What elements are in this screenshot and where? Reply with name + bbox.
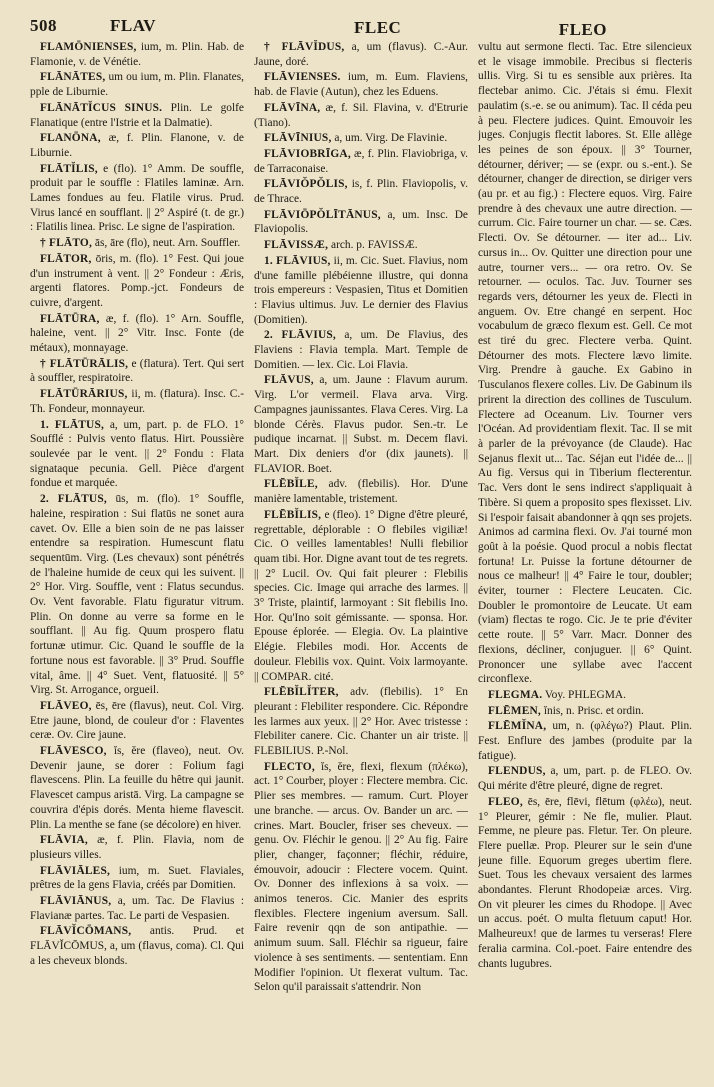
dictionary-entry [478, 764, 692, 793]
dictionary-entry [30, 387, 244, 416]
entry-headword: FLĀVEO, [40, 699, 92, 712]
entry-headword: 1. FLĀTUS, [40, 418, 105, 431]
entry-definition: ōris, m. (flo). 1° Fest. Qui joue d'un instrument à vent. || 2° Fondeur : Æris, argenti flatores. Pomp.-jct. Fondeurs de cuivre, d'argent. [30, 252, 244, 309]
dictionary-entry [254, 238, 468, 253]
dictionary-entry [254, 254, 468, 328]
entry-headword: FLĀVIŌPŎLĪTĀNUS, [264, 208, 381, 221]
entry-headword: FLĒMEN, [488, 704, 541, 717]
entry-definition: a, um. Tac. De Flavius : Flavianæ partes. Tac. Le parti de Vespasien. [30, 895, 244, 922]
entry-headword: FLĀVIĀNUS, [40, 895, 112, 908]
dictionary-entry [30, 357, 244, 386]
dictionary-entry [30, 924, 244, 968]
entry-headword: FLĀNĀTĬCUS SINUS. [40, 101, 163, 114]
dictionary-entry [30, 833, 244, 862]
entry-definition: antis. Prud. et FLĀVĬCŌMUS, a, um (flavus, coma). Cl. Qui a les cheveux blonds. [30, 925, 244, 967]
entry-definition: ās, āre (flo), neut. Arn. Souffler. [94, 237, 241, 250]
entry-headword: FLĀVESCO, [40, 745, 107, 758]
dictionary-entry [478, 688, 692, 703]
column-right [478, 40, 692, 1080]
entry-definition: ēs, ēre, flēvi, flētum (φλέω), neut. 1° Pleurer, gémir : Ne fle, mulier. Plaut. Femme, ne pleure pas. Fletur. Ter. On pleure. Flere puellæ. Prop. Pleurer sur le sein d'une jeune fille. Equorum greges ubertim flere. Suet. Tous les chevaux versaient des larmes abondantes. Flerunt Rhodopeiæ arces. Virg. On vit pleurer les cimes du Rhodope. || Avec un accus. poét. O multa fletuum caput! Hor. Malheureux! que de larmes tu verseras! Flere feralia carmina. Col.-poet. Faire entendre des chants lugubres. [478, 795, 692, 970]
entry-headword: FLĀTĬLIS, [40, 162, 98, 175]
entry-definition: ii, m. Cic. Suet. Flavius, nom d'une famille plébéienne illustre, qui donna trois empereurs : Vespasien, Titus et Domitien : Flavius ultimus. Juv. Le dernier des Flavius (Domitien). [254, 254, 468, 326]
entry-definition: a, um. Insc. De Flaviopolis. [254, 208, 468, 236]
entry-headword: FLENDUS, [488, 765, 546, 778]
column-middle [254, 40, 468, 1080]
entry-headword: FLEGMA. [488, 688, 543, 701]
entry-definition: æ, f. Sil. Flavina, v. d'Etrurie (Tiano). [254, 101, 468, 129]
dictionary-entry [254, 147, 468, 176]
dictionary-entry [254, 177, 468, 206]
entry-definition: e (flatura). Tert. Qui sert à souffler, respiratoire. [30, 357, 244, 385]
dictionary-entry [478, 704, 692, 719]
entry-headword: 2. FLĀVIUS, [264, 329, 336, 342]
dictionary-entry [30, 699, 244, 743]
entry-definition: ūs, m. (flo). 1° Souffle, haleine, respiration : Sui flatūs ne sonet aura cavet. Ov. Elle a bien soin de ne pas laisser entendre sa respiration. Humescunt flatu sequentūm. Virg. (Les chevaux) sont pénétrés de l'haleine humide de ceux qui les suivent. || 2° Hor. Virg. Souffle, vent : Flatus secundus. Ov. Vent favorable. Flatu figuratur vitrum. Plin. On donne au verre sa forme en le soufflant. || Au fig. Quum prospero flatu fortunæ utimur. Cic. Quand le souffle de la fortune nous est favorable. || 3° Prud. Souffle vital, âme. || 4° Suet. Vent, flatuosité. || 5° Virg. St. Arrogance, orgueil. [30, 493, 244, 697]
entry-headword: FLĀVISSÆ, [264, 239, 329, 252]
entry-headword: FLĒBĬLIS, [264, 508, 322, 521]
dictionary-entry [254, 328, 468, 372]
entry-definition: ēs, ēre (flavus), neut. Col. Virg. Etre jaune, blond, de couleur d'or : Flaventes ceræ. Ov. Cire jaune. [30, 699, 244, 742]
dictionary-entry [254, 131, 468, 146]
dictionary-entry [254, 373, 468, 476]
dictionary-entry [478, 40, 692, 687]
entry-definition: vultu aut sermone flecti. Tac. Etre silencieux et le visage immobile. Precibus si flecteris ullis. Virg. Si tu es sensible aux prières. Ita flectebar animo. Cic. J'étais si ému. Flexit paulatim (s.-e. se ou animum). Tac. Il céda peu à peu. Flectere judices. Quint. Emouvoir les juges. Conjugis flectit labores. St. Elle allège les peines de son époux. || 3° Tourner, détourner, dériver; — se (expr. ou s.-ent.). Se détourner, changer de direction, se diriger vers (au pr. et au fig.) : Flectere equos. Virg. Faire prendre à des chevaux une autre direction. — currum. Cic. Faire tourner un char. — se. Cæs. Flecti. Ov. Se détourner. — iter ad... Liv. cursus in... Ov. Quitter une direction pour une autre, tourner vers... — ora retro. Ov. Se retourner. — oculos. Tac. Juv. Tourner ses regards vers, détourner les yeux de. Flecti in anguem. Ov. Etre changé en serpent. Hoc vocabulum de græco flexum est. Gell. Ce mot est tiré du grec. Flectere verba. Quint. Détourner des mots. Flectere lævo limite. Virg. Prendre à gauche. Ex Gabino in Tusculanos flexere colles. Liv. De Gabinum ils prirent la direction des collines de Tusculum. Flectere ad Oceanum. Liv. Tourner vers l'Océan. Ad providentiam flexit. Tac. Il se mit à parler de la prévoyance (de Claude). Hac Sejanus flexit ut... Tac. Séjan eut l'idée de... || Au fig. Versus qui in Tiberium flecterentur. Tac. Vers dont le sens indirect s'appliquait à Tibère. Si quem a proposito spes flexisset. Liv. Si l'espoir faisait abandonner à qqn ses projets. Animos ad carmina flexi. Ov. J'ai tourné mon goût à la poésie. Quod procul a nobis flectat fortuna! Lr. Puisse la fortune détourner de nous ce malheur! || 4° Faire le tour, doubler; éviter, tourner : Flectere Leucaten. Cic. Doubler le promontoire de Leucate. Ut eam (viam) flectas te rogo. Cic. Je te prie d'éviter cette route. || 5° Varr. Macr. Donner des flexions, décliner, conjuguer. || 6° Quint. Prononcer une syllabe avec l'accent circonflexe. [478, 41, 692, 686]
entry-headword: † FLĀTO, [40, 237, 93, 250]
entry-definition: ii, m. (flatura). Insc. C.-Th. Fondeur, monnayeur. [30, 388, 244, 415]
entry-headword: † FLĀVĬDUS, [264, 41, 345, 53]
entry-definition: æ, f. Plin. Flaviobriga, v. de Tarraconaise. [254, 147, 468, 175]
dictionary-entry [478, 795, 692, 971]
entry-definition: a, um (flavus). C.-Aur. Jaune, doré. [254, 41, 468, 68]
entry-headword: FLĀVIĀLES, [40, 864, 111, 877]
dictionary-entry [30, 492, 244, 698]
dictionary-entry [254, 508, 468, 684]
column-left [30, 40, 244, 1080]
entry-definition: ium, m. Suet. Flaviales, prêtres de la gens Flavia, créés par Domitien. [30, 864, 244, 892]
entry-definition: æ, f. (flo). 1° Arn. Souffle, haleine, vent. || 2° Vitr. Insc. Fonte (de métaux), monnayage. [30, 312, 244, 355]
entry-headword: FLĀTOR, [40, 252, 92, 265]
dictionary-entry [30, 101, 244, 130]
entry-definition: um, n. (φλέγω?) Plaut. Plin. Fest. Enflure des jambes (produite par la fatigue). [478, 720, 692, 762]
dictionary-entry [30, 418, 244, 492]
entry-headword: FLĀVIENSES. [264, 71, 341, 84]
entry-headword: FLANŌNA, [40, 132, 101, 145]
entry-headword: FLĀVIA, [40, 834, 88, 847]
dictionary-entry [30, 894, 244, 923]
entry-headword: 1. FLĀVIUS, [264, 254, 331, 267]
dictionary-entry [254, 208, 468, 237]
entry-definition: e (fleo). 1° Digne d'être pleuré, regrettable, déplorable : O flebiles vigiliæ! Cic. O veilles lamentables! Nulli flebilior quam tibi. Hor. Digne avant tout de tes regrets. || 2° Lucil. Ov. Qui fait pleurer : Flebilis species. Cic. Image qui arrache des larmes. || 3° Triste, plaintif, larmoyant : Sit flebilis Ino. Hor. Qu'Ino soit gémissante. — sponsa. Hor. Epouse éplorée. — Elegia. Ov. La plaintive Elégie. Flebiles modi. Hor. Accents de douleur. Flebilis vox. Quint. Voix larmoyante. || COMPAR. cité. [254, 508, 468, 683]
entry-headword: † FLĀTŪRĀLIS, [40, 357, 129, 370]
dictionary-entry [30, 252, 244, 311]
dictionary-entry [254, 70, 468, 99]
entry-definition: a, um, part. p. de FLO. 1° Soufflé : Pulvis vento flatus. Hirt. Poussière soulevée par le vent. || 2° Fondu : Flata signataque pecunia. Gell. Pièce d'argent fondue et marquée. [30, 418, 244, 490]
dictionary-entry [254, 40, 468, 69]
dictionary-entry [30, 864, 244, 893]
entry-headword: FLĒMĬNA, [488, 720, 547, 733]
entry-headword: FLĀVĪNIUS, [264, 132, 332, 145]
entry-definition: Voy. PHLEGMA. [544, 688, 626, 701]
dictionary-entry [254, 760, 468, 995]
entry-definition: a, um. Virg. De Flavinie. [334, 132, 448, 145]
entry-definition: um ou ium, m. Plin. Flanates, pple de Liburnie. [30, 71, 244, 99]
entry-headword: FLĒBĬLĬTER, [264, 686, 339, 699]
columns [30, 40, 702, 1080]
entry-headword: FLĀTŪRĀRIUS, [40, 388, 128, 401]
dictionary-entry [30, 162, 244, 236]
entry-definition: a, um. De Flavius, des Flaviens : Flavia templa. Mart. Temple de Domitien. — lex. Cic. Loi Flavia. [254, 329, 468, 371]
dictionary-entry [30, 312, 244, 356]
entry-definition: a, um, part. p. de FLEO. Ov. Qui mérite d'être pleuré, digne de regret. [478, 765, 692, 793]
entry-headword: FLĀVĪNA, [264, 101, 321, 114]
entry-definition: æ, f. Plin. Flanone, v. de Liburnie. [30, 132, 244, 159]
entry-definition: e (flo). 1° Amm. De souffle, produit par le souffle : Flatiles laminæ. Arn. Lames fondues au feu. Flatile virus. Prud. Virus lancé en soufflant. || 2° Aspiré (t. de gr.) : Flatilis linea. Prisc. Le signe de l'aspiration. [30, 162, 244, 234]
entry-headword: FLECTO, [264, 760, 315, 773]
entry-headword: 2. FLĀTUS, [40, 493, 107, 506]
entry-headword: FLEO, [488, 795, 523, 808]
entry-definition: ium, m. Eum. Flaviens, hab. de Flavie (Autun), chez les Eduens. [254, 71, 468, 99]
entry-headword: FLĀNĀTES, [40, 71, 106, 84]
guide-word-right: FLEO [558, 20, 607, 39]
dictionary-entry [30, 131, 244, 160]
entry-definition: adv. (flebilis). Hor. D'une manière lamentable, tristement. [254, 478, 468, 506]
entry-definition: Plin. Le golfe Flanatique (entre l'Istrie et la Dalmatie). [30, 101, 244, 129]
entry-definition: arch. p. FAVISSÆ. [331, 239, 418, 252]
guide-word-center: FLEC [354, 18, 402, 37]
entry-definition: adv. (flebilis). 1° En pleurant : Flebiliter respondere. Cic. Répondre les larmes aux yeux. || 2° Hor. Avec tristesse : Flebiliter canere. Cic. Chanter un air triste. || FLEBILIUS. P.-Nol. [254, 686, 468, 758]
entry-definition: ĭs, ĕre, flexi, flexum (πλέκω), act. 1° Courber, ployer : Flectere membra. Cic. Plier ses membres. — ramum. Curt. Ployer une branche. — arcus. Ov. Bander un arc. — crines. Mart. Boucler, friser ses cheveux. — genu. Ov. Fléchir le genou. || 2° Au fig. Faire plier, changer, façonner; fléchir, réduire, émouvoir, adoucir : Flectere vocem. Quint. Ov. Donner des inflexions à sa voix. — animos teneros. Cic. Manier des esprits flexibles. Flectere ingenium aversum. Sall. Faire revenir qqn de son antipathie. — animum suum. Sall. Fléchir sa rigueur, faire violence à ses sentiments. — sententiam. Enn Modifier l'opinion. Ut flexerat vultum. Tac. Selon qu'il paraissait s'attendrir. Non [254, 760, 468, 994]
page-number: 508 [30, 16, 57, 35]
entry-definition: ĭnis, n. Prisc. et ordin. [543, 704, 644, 717]
entry-headword: FLAMŌNIENSES, [40, 41, 137, 53]
entry-headword: FLĀVUS, [264, 374, 314, 387]
dictionary-entry [254, 101, 468, 130]
dictionary-entry [30, 236, 244, 251]
entry-headword: FLĀVIOBRĪGA, [264, 147, 351, 160]
dictionary-entry [30, 70, 244, 99]
entry-definition: æ, f. Plin. Flavia, nom de plusieurs villes. [30, 834, 244, 861]
dictionary-entry [30, 40, 244, 69]
guide-word-left: FLAV [110, 16, 157, 35]
entry-definition: a, um. Jaune : Flavum aurum. Virg. L'or vermeil. Flava arva. Virg. Campagnes jaunissantes. Flava Ceres. Virg. La blonde Cérès. Flavus pudor. Sen.-tr. Le pudique incarnat. || Subst. m. Decem flavi. Mart. Dix deniers d'or (dix jaunets). || FLAVIOR. Boet. [254, 374, 468, 475]
dictionary-entry [478, 719, 692, 763]
dictionary-entry [254, 685, 468, 759]
entry-definition: ium, m. Plin. Hab. de Flamonie, v. de Vénétie. [30, 41, 244, 68]
entry-headword: FLĒBĬLE, [264, 478, 318, 491]
page-header [30, 14, 702, 40]
entry-headword: FLĀVIŎPŎLIS, [264, 178, 348, 191]
entry-headword: FLĀTŪRA, [40, 312, 100, 325]
entry-definition: is, f. Plin. Flaviopolis, v. de Thrace. [254, 178, 468, 206]
entry-headword: FLĀVĬCŌMANS, [40, 925, 132, 938]
dictionary-entry [30, 744, 244, 832]
entry-definition: ĭs, ĕre (flaveo), neut. Ov. Devenir jaune, se dorer : Folium fagi flavescens. Plin. La feuille du hêtre qui jaunit. Flavescet campus aristā. Virg. La campagne se couvrira d'épis dorés. Menta hieme flavescit. Plin. La menthe se fane (se décolore) en hiver. [30, 745, 244, 831]
dictionary-entry [254, 477, 468, 506]
